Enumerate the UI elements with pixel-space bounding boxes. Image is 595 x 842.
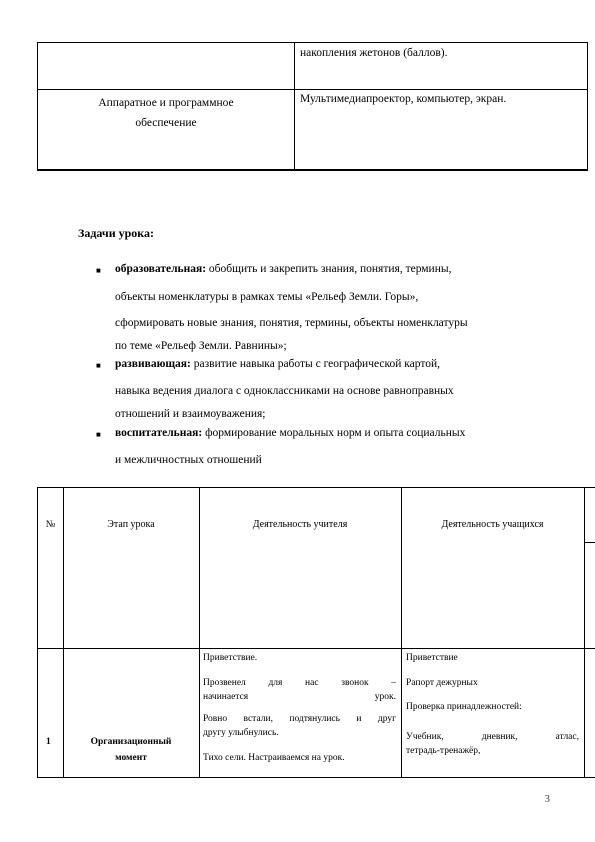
- header-teacher: Деятельность учителя: [252, 519, 348, 530]
- teacher-bell-line2: начинается урок.: [203, 692, 396, 702]
- task-label: развивающая:: [115, 358, 191, 370]
- hardware-software-label: [38, 93, 294, 133]
- task-developing-line2: навыка ведения диалога с одноклассниками на основе равноправных: [115, 385, 454, 397]
- task-educational-line3: сформировать новые знания, понятия, термины, объекты номенклатуры: [115, 317, 468, 329]
- header-students: Деятельность учащихся: [441, 519, 544, 530]
- col-divider: [401, 488, 402, 777]
- equipment-table: [37, 42, 588, 171]
- task-label: воспитательная:: [115, 427, 203, 439]
- col-divider: [584, 488, 585, 777]
- tasks-title: Задачи урока:: [78, 226, 155, 240]
- hardware-label-line1: Аппаратное и программное: [98, 97, 234, 109]
- teacher-bell-line1: Прозвенел для нас звонок –: [203, 678, 396, 688]
- table-column-divider: [294, 43, 295, 169]
- task-upbringing-line2: и межличностных отношений: [115, 454, 262, 466]
- header-stage: Этап урока: [107, 519, 155, 530]
- page-number: 3: [544, 793, 550, 805]
- bullet-icon: ■: [96, 361, 101, 370]
- students-greeting: Приветствие: [406, 653, 458, 663]
- col-divider: [199, 488, 200, 777]
- students-report: Рапорт дежурных: [406, 678, 478, 688]
- hardware-value: Мультимедиапроектор, компьютер, экран.: [300, 93, 507, 105]
- teacher-greeting: Приветствие.: [203, 653, 258, 663]
- task-educational-line1: [115, 263, 451, 275]
- task-label: образовательная:: [115, 263, 207, 275]
- task-educational-line2: объекты номенклатуры в рамках темы «Рельеф Земли. Горы»,: [115, 291, 419, 303]
- task-text: формирование моральных норм и опыта социальных: [202, 427, 466, 439]
- bullet-icon: ■: [96, 430, 101, 439]
- stage-line1: Организационный: [90, 737, 172, 747]
- lesson-table: [37, 487, 595, 778]
- teacher-stand-line1: Ровно встали, подтянулись и друг: [203, 714, 396, 724]
- task-educational-line4: по теме «Рельеф Земли. Равнины»;: [115, 340, 287, 352]
- table-row-divider: [38, 89, 587, 90]
- task-text: развитие навыка работы с географической картой,: [190, 358, 441, 370]
- task-developing-line3: отношений и взаимоуважения;: [115, 408, 266, 420]
- row-divider-partial: [584, 542, 595, 543]
- teacher-sit: Тихо сели. Настраиваемся на урок.: [203, 753, 345, 763]
- row-divider: [38, 648, 595, 649]
- students-check: Проверка принадлежностей:: [406, 702, 522, 712]
- bullet-icon: ■: [96, 266, 101, 275]
- students-items-line1: Учебник, дневник, атлас,: [406, 732, 579, 742]
- header-num: №: [45, 519, 56, 530]
- hardware-label-line2: обеспечение: [135, 117, 197, 129]
- task-upbringing-line1: [115, 427, 465, 439]
- stage-line2: момент: [115, 753, 147, 763]
- teacher-stand-line2: другу улыбнулись.: [203, 728, 279, 738]
- row-number: 1: [46, 737, 51, 747]
- task-text: обобщить и закрепить знания, понятия, термины,: [206, 263, 452, 275]
- task-developing-line1: [115, 358, 440, 370]
- students-items-line2: тетрадь-тренажёр,: [406, 746, 481, 756]
- row1-right-cell: накопления жетонов (баллов).: [300, 47, 448, 59]
- stage-cell: [63, 734, 199, 766]
